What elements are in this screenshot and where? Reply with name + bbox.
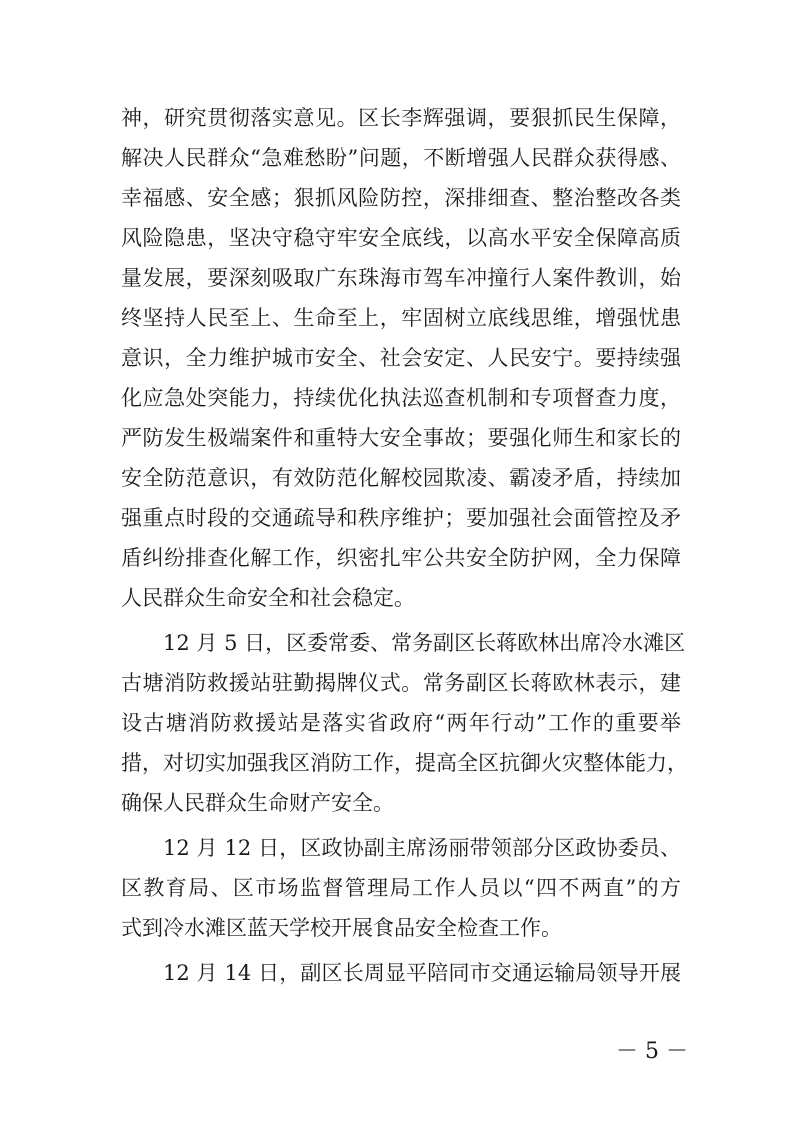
text-line: 确保人民群众生命财产安全。 [121, 791, 394, 815]
text-line: 解决人民群众“急难愁盼”问题，不断增强人民群众获得感、 [121, 146, 681, 170]
text-line: 神，研究贯彻落实意见。区长李辉强调，要狠抓民生保障， [121, 106, 681, 130]
text-line: 安全防范意识，有效防范化解校园欺凌、霸凌矛盾，持续加 [121, 466, 681, 490]
text-line: 终坚持人民至上、生命至上，牢固树立底线思维，增强忧患 [121, 306, 681, 330]
text-line: 量发展，要深刻吸取广东珠海市驾车冲撞行人案件教训，始 [121, 266, 681, 290]
paragraph-first-line: 12 月 12 日，区政协副主席汤丽带领部分区政协委员、 [163, 836, 681, 860]
text-line: 强重点时段的交通疏导和秩序维护；要加强社会面管控及矛 [121, 506, 681, 530]
text-line: 古塘消防救援站驻勤揭牌仪式。常务副区长蒋欧林表示，建 [121, 671, 681, 695]
text-line: 人民群众生命安全和社会稳定。 [121, 586, 415, 610]
text-line: 措，对切实加强我区消防工作，提高全区抗御火灾整体能力， [121, 751, 688, 775]
paragraph-first-line: 12 月 14 日，副区长周显平陪同市交通运输局领导开展 [163, 961, 681, 985]
paragraph-first-line: 12 月 5 日，区委常委、常务副区长蒋欧林出席冷水滩区 [163, 631, 686, 655]
text-line: 风险隐患，坚决守稳守牢安全底线，以高水平安全保障高质 [121, 226, 681, 250]
text-line: 意识，全力维护城市安全、社会安定、人民安宁。要持续强 [121, 346, 681, 370]
text-line: 设古塘消防救援站是落实省政府“两年行动”工作的重要举 [121, 711, 681, 735]
text-line: 区教育局、区市场监督管理局工作人员以“四不两直”的方 [121, 876, 681, 900]
text-line: 化应急处突能力，持续优化执法巡查机制和专项督查力度， [121, 386, 681, 410]
text-line: 盾纠纷排查化解工作，织密扎牢公共安全防护网，全力保障 [121, 546, 681, 570]
text-line: 式到冷水滩区蓝天学校开展食品安全检查工作。 [121, 916, 562, 940]
text-line: 严防发生极端案件和重特大安全事故；要强化师生和家长的 [121, 426, 681, 450]
page-number: － 5 － [616, 1039, 688, 1064]
text-line: 幸福感、安全感；狠抓风险防控，深排细查、整治整改各类 [121, 186, 681, 210]
